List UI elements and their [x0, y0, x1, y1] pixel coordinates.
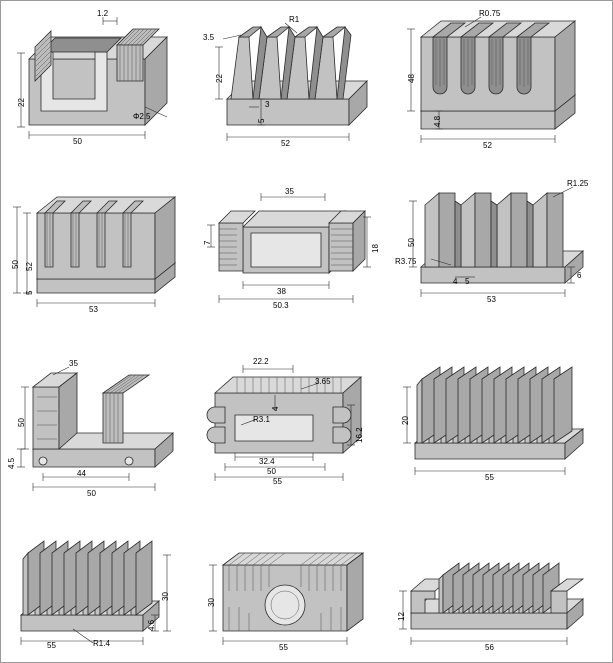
dim-label: R3.75 [395, 257, 417, 266]
dim-label: 30 [207, 598, 216, 607]
figure-4-angled-fin-heatsink [7, 171, 197, 321]
dim-label: 6 [577, 271, 582, 280]
dim-label: 55 [485, 473, 494, 482]
figure-5-double-sided-comb-heatsink [201, 171, 391, 321]
dim-label: 22.2 [253, 357, 269, 366]
dim-label: R3.1 [253, 415, 270, 424]
figure-2-tapered-fin-heatsink [201, 7, 391, 157]
fig-5-drawing [201, 171, 391, 321]
dim-label: 5 [25, 290, 34, 295]
fig-1-drawing [7, 7, 197, 157]
dim-label: 22 [215, 74, 224, 83]
dim-label: 52 [281, 139, 290, 148]
fig-2-drawing [201, 7, 391, 157]
dim-label: 53 [89, 305, 98, 314]
dim-label: 50 [73, 137, 82, 146]
dim-label: 55 [279, 643, 288, 652]
dim-label: 20 [401, 416, 410, 425]
dim-label: 50 [17, 418, 26, 427]
dim-label: 18 [371, 244, 380, 253]
dim-label: 50 [87, 489, 96, 498]
fig-11-drawing [201, 535, 391, 659]
dim-label: 50 [407, 238, 416, 247]
dim-label: R0.75 [479, 9, 501, 18]
dim-label: 56 [485, 643, 494, 652]
dim-label: 32.4 [259, 457, 275, 466]
dim-label: 22 [17, 98, 26, 107]
dim-label: 5 [257, 118, 266, 123]
fig-7-drawing [7, 353, 197, 503]
figure-8-hollow-chassis-heatsink [201, 353, 391, 503]
dim-label: 53 [487, 295, 496, 304]
dim-label: Φ2.5 [133, 112, 151, 121]
dim-label: 52 [483, 141, 492, 150]
fig-9-drawing [395, 353, 607, 503]
dim-label: 52 [25, 262, 34, 271]
dim-label: 48 [407, 74, 416, 83]
dim-label: 1.2 [97, 9, 109, 18]
figure-7-side-fin-l-bracket-heatsink [7, 353, 197, 503]
fig-3-drawing [395, 7, 607, 157]
dim-label: 5 [465, 277, 470, 286]
dim-label: 7 [203, 240, 212, 245]
dim-label: 55 [273, 477, 282, 486]
dim-label: R1.4 [93, 639, 110, 648]
dim-label: 4.8 [433, 115, 442, 127]
figure-3-deep-slot-heatsink [395, 7, 607, 157]
dim-label: 16.2 [355, 427, 364, 443]
figure-1-u-channel-heatsink-with-fins [7, 7, 197, 157]
dim-label: 3.65 [315, 377, 331, 386]
dim-label: 38 [277, 287, 286, 296]
figure-12-low-profile-flanged-heatsink [395, 535, 607, 659]
dim-label: 4.5 [7, 457, 16, 469]
figure-6-radius-fin-heatsink [395, 171, 607, 321]
figure-11-round-boss-center-heatsink [201, 535, 391, 659]
dim-label: 12 [397, 612, 406, 621]
dim-label: 4 [271, 406, 280, 411]
dim-label: R1 [289, 15, 300, 24]
dim-label: 44 [77, 469, 86, 478]
dim-label: 3.5 [203, 33, 215, 42]
dim-label: 4.6 [147, 619, 156, 631]
dim-label: 35 [285, 187, 294, 196]
dim-label: R1.25 [567, 179, 589, 188]
dim-label: 50.3 [273, 301, 289, 310]
dim-label: 4 [453, 277, 458, 286]
dim-label: 30 [161, 592, 170, 601]
fig-6-drawing [395, 171, 607, 321]
figure-9-straight-blade-fin-heatsink [395, 353, 607, 503]
figure-10-tall-blade-fin-heatsink [7, 535, 197, 659]
dim-label: 3 [265, 100, 270, 109]
dim-label: 55 [47, 641, 56, 650]
fig-4-drawing [7, 171, 197, 321]
dim-label: 50 [11, 260, 20, 269]
dim-label: 50 [267, 467, 276, 476]
dim-label: 35 [69, 359, 78, 368]
fig-12-drawing [395, 535, 607, 659]
